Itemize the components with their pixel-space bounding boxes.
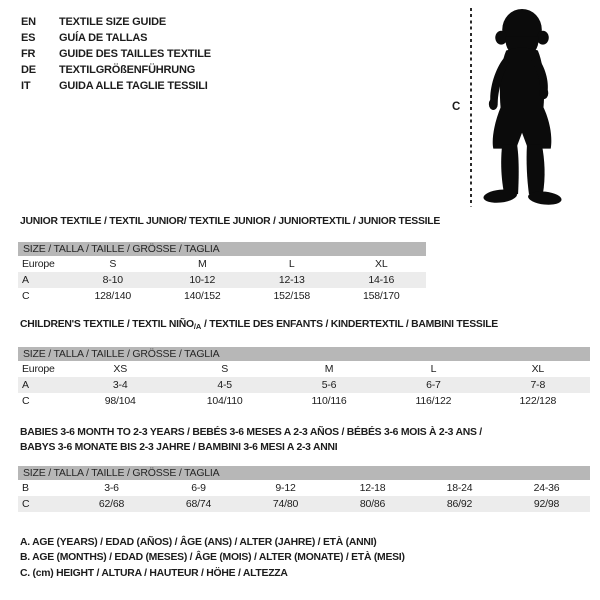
table-cell: 74/80 (272, 498, 299, 510)
table-cell: 122/128 (519, 395, 557, 407)
language-title: GUÍA DE TALLAS (59, 32, 148, 44)
table-cell: 5-6 (321, 379, 337, 391)
language-title: GUIDA ALLE TAGLIE TESSILI (59, 80, 208, 92)
row-label: C (22, 395, 30, 407)
height-marker-label: C (452, 101, 461, 113)
language-title: TEXTILGRÖßENFÜHRUNG (59, 64, 196, 76)
table-cell: 116/122 (415, 395, 452, 407)
size-header-bar: SIZE / TALLA / TAILLE / GRÖSSE / TAGLIA (18, 466, 590, 480)
row-label: B (22, 482, 29, 494)
table-cell: 6-7 (426, 379, 441, 391)
table-cell: 80/86 (359, 498, 386, 510)
language-code: FR (21, 48, 36, 60)
table-cell: L (430, 363, 437, 375)
table-cell: 104/110 (206, 395, 243, 407)
row-label: Europe (22, 258, 55, 270)
table-cell: S (221, 363, 229, 375)
table-row (18, 361, 590, 377)
size-header-bar: SIZE / TALLA / TAILLE / GRÖSSE / TAGLIA (18, 347, 590, 361)
table-cell: M (197, 258, 207, 270)
list-item (21, 30, 211, 46)
table-row (18, 272, 426, 288)
row-label: C (22, 498, 30, 510)
children-size-table (18, 347, 590, 409)
legend-line-height: C. (cm) HEIGHT / ALTURA / HAUTEUR / HÖHE / ALTEZZA (20, 567, 288, 579)
table-cell: 24-36 (533, 482, 560, 494)
legend-line-age-years: A. AGE (YEARS) / EDAD (AÑOS) / ÂGE (ANS) / ALTER (JAHRE) / ETÀ (ANNI) (20, 537, 377, 548)
babies-section-title (20, 425, 482, 455)
babies-title-line2: BABYS 3-6 MONATE BIS 2-3 JAHRE / BAMBINI 3-6 MESI A 2-3 ANNI (20, 442, 338, 453)
language-title-list (21, 14, 211, 94)
table-cell: XL (375, 258, 388, 270)
table-cell: 3-6 (104, 482, 119, 494)
table-cell: 12-18 (359, 482, 386, 494)
language-title: GUIDE DES TAILLES TEXTILE (59, 48, 211, 60)
language-code: DE (21, 64, 36, 76)
table-cell: XS (113, 363, 127, 375)
table-cell: S (109, 258, 117, 270)
children-title-subscript: /A (193, 322, 202, 331)
table-cell: 18-24 (446, 482, 473, 494)
table-cell: 4-5 (217, 379, 232, 391)
table-row (18, 288, 426, 304)
language-code: IT (21, 80, 31, 92)
table-cell: 86/92 (446, 498, 473, 510)
junior-size-table (18, 242, 426, 304)
table-row (18, 393, 590, 409)
table-cell: 110/116 (311, 395, 347, 407)
table-cell: 9-12 (275, 482, 296, 494)
measurement-legend (20, 535, 405, 581)
table-row (18, 377, 590, 393)
table-cell: 152/158 (273, 290, 311, 302)
table-cell: 3-4 (112, 379, 128, 391)
row-label: Europe (22, 363, 55, 375)
table-cell: XL (531, 363, 545, 375)
children-title-main: CHILDREN'S TEXTILE / TEXTIL NIÑO (20, 319, 194, 330)
list-item (21, 14, 211, 30)
table-cell: 12-13 (278, 274, 305, 286)
table-cell: 68/74 (185, 498, 212, 510)
babies-title-line1: BABIES 3-6 MONTH TO 2-3 YEARS / BEBÉS 3-6 MESES A 2-3 AÑOS / BÉBÉS 3-6 MOIS À 2-3 ANS / (20, 427, 482, 438)
table-row (18, 480, 590, 496)
table-cell: 92/98 (533, 498, 560, 510)
table-cell: 6-9 (191, 482, 206, 494)
baby-silhouette-icon (478, 5, 570, 207)
table-row (18, 496, 590, 512)
row-label: C (22, 290, 30, 302)
table-cell: 128/140 (94, 290, 132, 302)
table-cell: 8-10 (102, 274, 123, 286)
row-label: A (22, 379, 29, 391)
table-cell: 158/170 (362, 290, 400, 302)
junior-section-title: JUNIOR TEXTILE / TEXTIL JUNIOR/ TEXTILE JUNIOR / JUNIORTEXTIL / JUNIOR TESSILE (20, 216, 441, 227)
size-header-bar: SIZE / TALLA / TAILLE / GRÖSSE / TAGLIA (18, 242, 426, 256)
table-row (18, 256, 426, 272)
language-code: EN (21, 16, 36, 28)
list-item (21, 62, 211, 78)
height-dashed-line (470, 8, 472, 207)
children-section-title (20, 318, 498, 332)
table-cell: 62/68 (98, 498, 125, 510)
language-title: TEXTILE SIZE GUIDE (59, 16, 167, 28)
legend-line-age-months: B. AGE (MONTHS) / EDAD (MESES) / ÂGE (MOIS) / ALTER (MONATE) / ETÀ (MESI) (20, 552, 405, 564)
table-cell: 14-16 (368, 274, 395, 286)
list-item (21, 78, 211, 94)
list-item (21, 46, 211, 62)
table-cell: 98/104 (104, 395, 136, 407)
table-cell: 7-8 (530, 379, 546, 391)
babies-size-table (18, 466, 590, 512)
table-cell: L (288, 258, 295, 270)
language-code: ES (21, 32, 36, 44)
table-cell: M (324, 363, 334, 375)
table-cell: 140/152 (183, 290, 221, 302)
row-label: A (22, 274, 29, 286)
table-cell: 10-12 (189, 274, 216, 286)
children-title-rest: / TEXTILE DES ENFANTS / KINDERTEXTIL / BAMBINI TESSILE (201, 319, 498, 330)
